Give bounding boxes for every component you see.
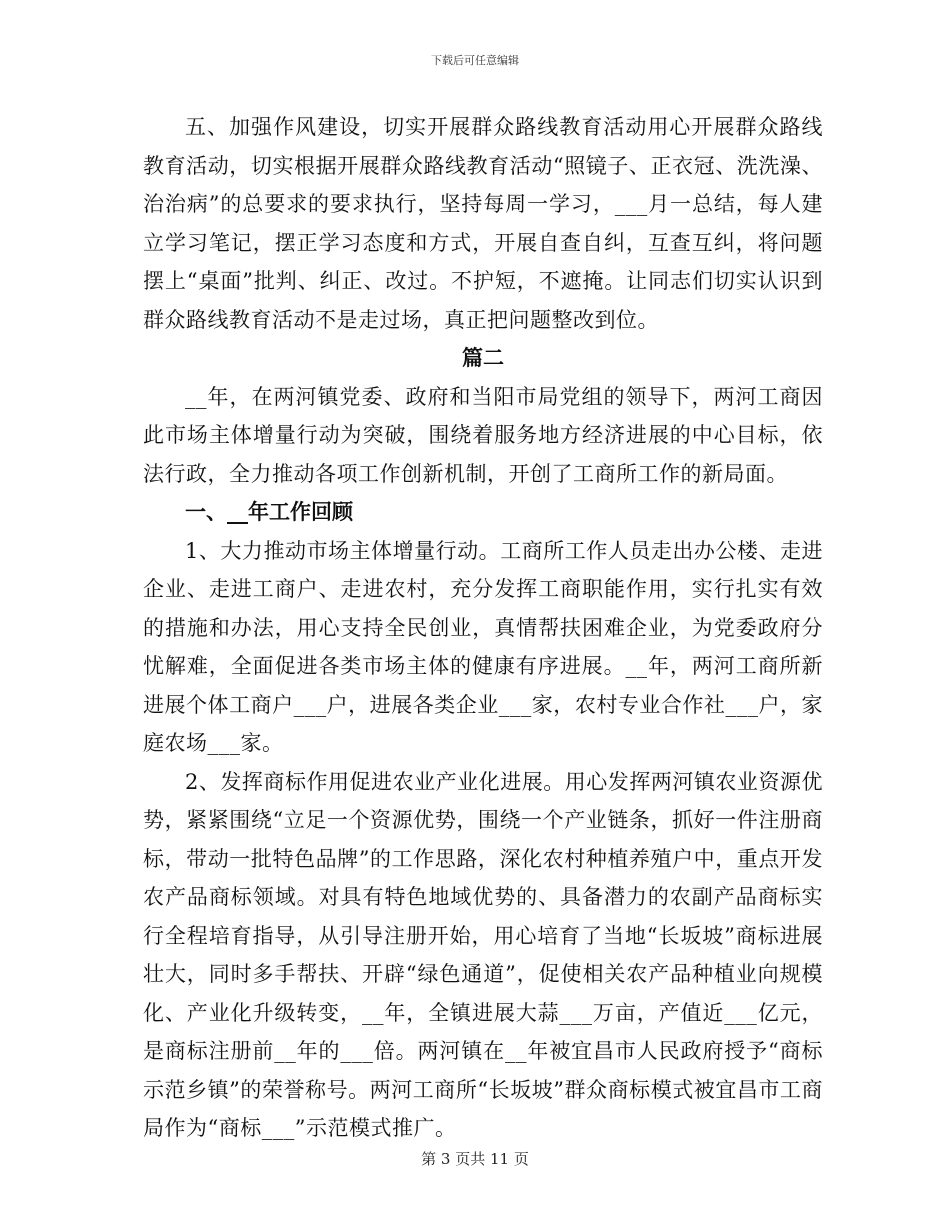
page-header-note: 下载后可任意编辑 (431, 54, 519, 67)
document-body (143, 108, 823, 1148)
paragraph-item-1: 1、大力推动市场主体增量行动。工商所工作人员走出办公楼、走进企业、走进工商户、走进农村，充分发挥工商职能作用，实行扎实有效的措施和办法，用心支持全民创业，真情帮扶困难企业，为党委政府分忧解难，全面促进各类市场主体的健康有序进展。__年，两河工商所新进展个体工商户___户，进展各类企业___家，农村专业合作社___户，家庭农场___家。 (143, 538, 823, 755)
page-number: 第 3 页共 11 页 (421, 1150, 529, 1168)
paragraph-section-five: 五、加强作风建设，切实开展群众路线教育活动用心开展群众路线教育活动，切实根据开展群众路线教育活动“照镜子、正衣冠、洗洗澡、治治病”的总要求的要求执行，坚持每周一学习，___月一总结，每人建立学习笔记，摆正学习态度和方式，开展自查自纠，互查互纠，将问题摆上“桌面”批判、纠正、改过。不护短，不遮掩。让同志们切实认识到群众路线教育活动不是走过场，真正把问题整改到位。 (143, 115, 823, 332)
heading-work-review: 一、__年工作回顾 (185, 499, 353, 524)
section-title: 篇二 (462, 345, 504, 370)
paragraph-item-2: 2、发挥商标作用促进农业产业化进展。用心发挥两河镇农业资源优势，紧紧围绕“立足一个资源优势，围绕一个产业链条，抓好一件注册商标，带动一批特色品牌”的工作思路，深化农村种植养殖户中，重点开发农产品商标领域。对具有特色地域优势的、具备潜力的农副产品商标实行全程培育指导，从引导注册开始，用心培育了当地“长坂坡”商标进展壮大，同时多手帮扶、开辟“绿色通道”，促使相关农产品种植业向规模化、产业化升级转变，__年，全镇进展大蒜___万亩，产值近___亿元，是商标注册前__年的___倍。两河镇在__年被宜昌市人民政府授予“商标示范乡镇”的荣誉称号。两河工商所“长坂坡”群众商标模式被宜昌市工商局作为“商标___”示范模式推广。 (143, 769, 823, 1140)
paragraph-intro: __年，在两河镇党委、政府和当阳市局党组的领导下，两河工商因此市场主体增量行动为突破，围绕着服务地方经济进展的中心目标，依法行政，全力推动各项工作创新机制，开创了工商所工作的新局面。 (143, 384, 823, 486)
